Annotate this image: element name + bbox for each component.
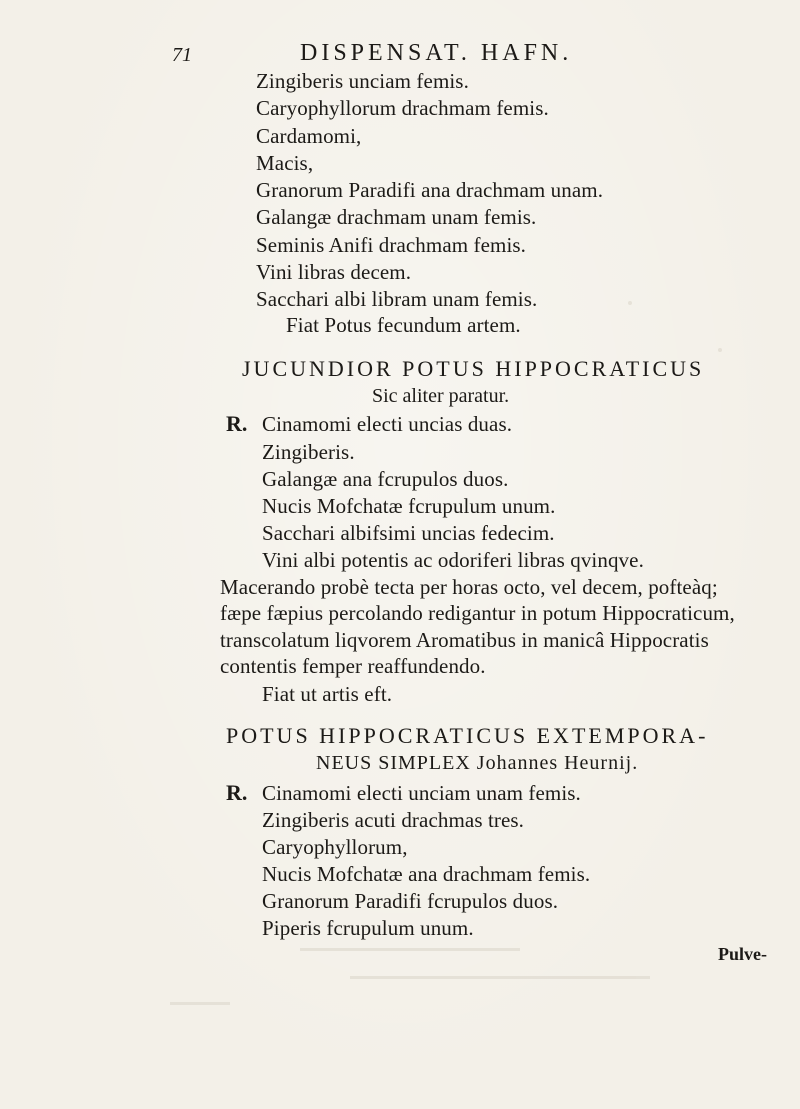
ingredient-line: Galangæ drachmam unam femis.: [256, 205, 537, 229]
ingredient-line: Macis,: [256, 151, 314, 175]
instruction-line: Fiat ut artis eft.: [262, 682, 393, 706]
ingredient-line: Cinamomi electi unciam unam femis.: [262, 781, 581, 805]
ingredient-line: Cardamomi,: [256, 124, 362, 148]
instruction-line: fæpe fæpius percolando redigantur in potum Hippocraticum,: [220, 601, 735, 625]
ingredient-line: Piperis fcrupulum unum.: [262, 916, 474, 940]
catchword: Pulve-: [718, 944, 767, 964]
ingredient-line: Caryophyllorum,: [262, 835, 408, 859]
ingredient-line: Caryophyllorum drachmam femis.: [256, 96, 549, 120]
ingredient-line: Sacchari albi libram unam femis.: [256, 287, 538, 311]
recipe-symbol: R.: [226, 411, 248, 436]
recipe-heading: POTUS HIPPOCRATICUS EXTEMPORA-: [226, 723, 709, 748]
ingredient-line: Cinamomi electi uncias duas.: [262, 412, 513, 436]
recipe-symbol: R.: [226, 780, 248, 805]
ingredient-line: Zingiberis unciam femis.: [256, 69, 469, 93]
recipe-subheading: Sic aliter paratur.: [372, 385, 510, 407]
instruction-line: transcolatum liqvorem Aromatibus in manicâ Hippocratis: [220, 628, 709, 652]
ingredient-line: Nucis Mofchatæ ana drachmam femis.: [262, 862, 591, 886]
ingredient-line: Sacchari albifsimi uncias fedecim.: [262, 521, 555, 545]
instruction-line: Fiat Potus fecundum artem.: [286, 313, 521, 337]
instruction-line: Macerando probè tecta per horas octo, vel decem, pofteàq;: [220, 575, 718, 599]
ingredient-line: Vini libras decem.: [256, 260, 412, 284]
ingredient-line: Seminis Anifi drachmam femis.: [256, 233, 527, 257]
recipe-heading: JUCUNDIOR POTUS HIPPOCRATICUS: [242, 356, 705, 381]
folio-number: 71: [172, 44, 192, 66]
recipe-heading-continuation: NEUS SIMPLEX Johannes Heurnij.: [316, 752, 639, 774]
ingredient-line: Vini albi potentis ac odoriferi libras qvinqve.: [262, 548, 644, 572]
ingredient-line: Galangæ ana fcrupulos duos.: [262, 467, 509, 491]
ingredient-line: Zingiberis acuti drachmas tres.: [262, 808, 525, 832]
ingredient-line: Granorum Paradifi ana drachmam unam.: [256, 178, 604, 202]
ingredient-line: Granorum Paradifi fcrupulos duos.: [262, 889, 559, 913]
ingredient-line: Nucis Mofchatæ fcrupulum unum.: [262, 494, 556, 518]
ingredient-line: Zingiberis.: [262, 440, 355, 464]
instruction-line: contentis femper reaffundendo.: [220, 654, 486, 678]
running-head: DISPENSAT. HAFN.: [300, 40, 573, 66]
